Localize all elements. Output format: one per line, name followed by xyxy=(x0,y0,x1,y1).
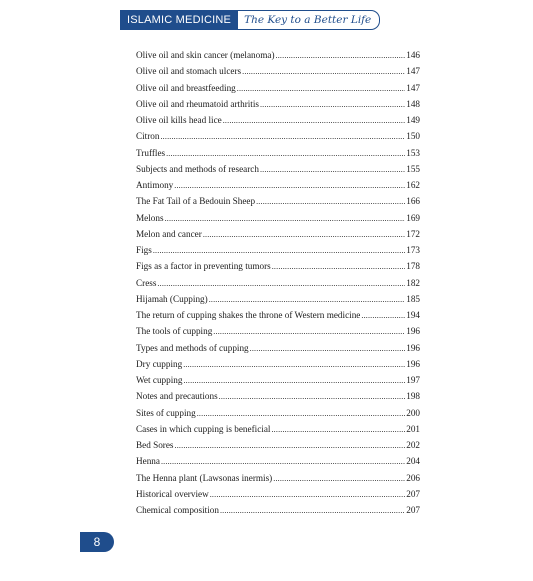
toc-entry-page: 196 xyxy=(406,326,420,337)
toc-entry-title: Bed Sores xyxy=(136,440,174,450)
toc-dot-leader xyxy=(219,389,406,405)
toc-dot-leader xyxy=(361,308,405,324)
toc-entry-title: Figs as a factor in preventing tumors xyxy=(136,261,271,272)
toc-dot-leader xyxy=(175,438,406,454)
toc-entry xyxy=(136,210,420,226)
toc-entry-title: Melons xyxy=(136,212,164,223)
toc-entry-title: Chemical composition xyxy=(136,505,219,515)
page-number-tab: 8 xyxy=(80,532,114,552)
toc-dot-leader xyxy=(260,162,405,178)
toc-dot-leader xyxy=(242,64,405,80)
toc-entry xyxy=(136,470,420,486)
toc-entry-page: 162 xyxy=(406,180,420,190)
toc-dot-leader xyxy=(161,454,405,470)
toc-entry xyxy=(136,486,420,502)
toc-entry-page: 178 xyxy=(406,261,420,272)
toc-entry xyxy=(136,275,420,291)
toc-entry xyxy=(136,291,420,307)
toc-entry-title: Types and methods of cupping xyxy=(136,342,249,353)
toc-entry-page: 185 xyxy=(406,293,420,304)
toc-entry-title: Figs xyxy=(136,245,152,255)
toc-entry xyxy=(136,193,420,209)
toc-entry-page: 198 xyxy=(406,391,420,402)
toc-dot-leader xyxy=(272,259,405,275)
toc-dot-leader xyxy=(276,48,406,64)
toc-entry xyxy=(136,96,420,112)
toc-entry-page: 204 xyxy=(406,456,420,467)
toc-entry-page: 169 xyxy=(406,212,420,223)
toc-entry xyxy=(136,161,420,177)
toc-entry-page: 197 xyxy=(406,375,420,385)
toc-entry-title: Olive oil and skin cancer (melanoma) xyxy=(136,50,275,60)
toc-entry-title: Wet cupping xyxy=(136,375,183,385)
toc-dot-leader xyxy=(223,113,405,129)
toc-entry xyxy=(136,145,420,161)
toc-entry-page: 202 xyxy=(406,440,420,450)
toc-entry-page: 206 xyxy=(406,472,420,483)
toc-dot-leader xyxy=(210,487,406,503)
toc-entry-title: The tools of cupping xyxy=(136,326,213,337)
toc-dot-leader xyxy=(250,341,406,357)
toc-dot-leader xyxy=(209,292,406,308)
toc-entry xyxy=(136,80,420,96)
toc-entry xyxy=(136,112,420,128)
toc-dot-leader xyxy=(237,81,405,97)
toc-entry xyxy=(136,242,420,258)
toc-dot-leader xyxy=(260,97,405,113)
header-subtitle: The Key to a Better Life xyxy=(238,10,380,30)
toc-entry-page: 146 xyxy=(406,50,420,60)
toc-entry-title: Henna xyxy=(136,456,160,467)
toc-entry xyxy=(136,63,420,79)
toc-dot-leader xyxy=(271,422,405,438)
toc-entry-title: Cress xyxy=(136,277,157,288)
toc-entry xyxy=(136,258,420,274)
toc-entry xyxy=(136,340,420,356)
toc-entry xyxy=(136,405,420,421)
toc-dot-leader xyxy=(157,276,405,292)
toc-entry-page: 196 xyxy=(406,358,420,369)
toc-entry-title: Citron xyxy=(136,131,160,142)
toc-dot-leader xyxy=(174,178,405,194)
toc-entry-page: 207 xyxy=(406,505,420,515)
toc-entry xyxy=(136,323,420,339)
toc-entry-title: Olive oil and stomach ulcers xyxy=(136,66,242,77)
toc-entry-title: Melon and cancer xyxy=(136,228,202,239)
toc-entry-page: 201 xyxy=(406,423,420,434)
toc-entry xyxy=(136,177,420,193)
toc-dot-leader xyxy=(165,211,406,227)
toc-dot-leader xyxy=(166,146,405,162)
toc-entry-page: 155 xyxy=(406,163,420,174)
toc-entry-page: 207 xyxy=(406,488,420,499)
toc-entry xyxy=(136,226,420,242)
toc-entry xyxy=(136,372,420,388)
toc-dot-leader xyxy=(183,373,405,389)
toc-dot-leader xyxy=(203,227,405,243)
toc-entry-title: Cases in which cupping is beneficial xyxy=(136,423,271,434)
toc-dot-leader xyxy=(256,194,405,210)
toc-entry-title: Olive oil and breastfeeding xyxy=(136,82,236,93)
toc-entry-page: 153 xyxy=(406,147,420,158)
toc-entry-page: 194 xyxy=(406,310,420,320)
toc-entry-title: Sites of cupping xyxy=(136,407,196,418)
toc-entry xyxy=(136,421,420,437)
running-header xyxy=(120,10,380,30)
toc-entry-page: 147 xyxy=(406,66,420,77)
toc-entry xyxy=(136,388,420,404)
toc-entry-page: 182 xyxy=(406,277,420,288)
toc-dot-leader xyxy=(197,406,406,422)
toc-dot-leader xyxy=(220,503,405,519)
toc-entry-title: Olive oil kills head lice xyxy=(136,115,222,125)
toc-entry xyxy=(136,356,420,372)
toc-entry-title: Dry cupping xyxy=(136,358,183,369)
toc-dot-leader xyxy=(213,324,405,340)
toc-entry-title: The Henna plant (Lawsonas inermis) xyxy=(136,472,273,483)
toc-entry-title: Olive oil and rheumatoid arthritis xyxy=(136,98,259,109)
toc-entry-page: 196 xyxy=(406,342,420,353)
toc-entry-title: Subjects and methods of research xyxy=(136,163,259,174)
toc-entry xyxy=(136,502,420,518)
toc-dot-leader xyxy=(153,243,405,259)
toc-entry xyxy=(136,47,420,63)
toc-entry-page: 172 xyxy=(406,228,420,239)
toc-entry-page: 200 xyxy=(406,407,420,418)
toc-entry-title: The return of cupping shakes the throne of Western medicine xyxy=(136,310,361,320)
toc-dot-leader xyxy=(273,471,405,487)
toc-entry xyxy=(136,437,420,453)
toc-entry-title: Antimony xyxy=(136,180,174,190)
toc-entry xyxy=(136,307,420,323)
header-section-title: ISLAMIC MEDICINE xyxy=(120,10,238,30)
toc-entry-page: 150 xyxy=(406,131,420,142)
toc-entry-page: 148 xyxy=(406,98,420,109)
toc-entry-title: Hijamah (Cupping) xyxy=(136,293,208,304)
toc-entry xyxy=(136,453,420,469)
toc-dot-leader xyxy=(160,129,405,145)
toc-entry-page: 166 xyxy=(406,196,420,207)
toc-entry-page: 173 xyxy=(406,245,420,255)
table-of-contents xyxy=(136,47,420,518)
toc-dot-leader xyxy=(183,357,405,373)
toc-entry-page: 149 xyxy=(406,115,420,125)
toc-entry-title: The Fat Tail of a Bedouin Sheep xyxy=(136,196,256,207)
toc-entry-title: Historical overview xyxy=(136,488,209,499)
toc-entry-title: Notes and precautions xyxy=(136,391,218,402)
toc-entry-page: 147 xyxy=(406,82,420,93)
toc-entry xyxy=(136,128,420,144)
toc-entry-title: Truffles xyxy=(136,147,166,158)
